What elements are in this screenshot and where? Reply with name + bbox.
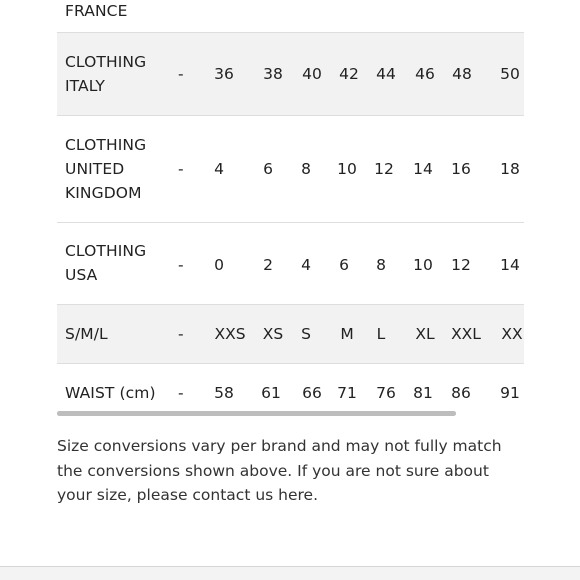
table-cell: 6 [339, 256, 349, 274]
table-cell: 66 [302, 384, 322, 402]
table-cell: 44 [376, 65, 396, 83]
table-cell: 14 [500, 256, 520, 274]
table-cell: 91 [500, 384, 520, 402]
table-row-united-kingdom [57, 116, 524, 223]
row-dash: - [178, 160, 184, 178]
table-cell: 71 [337, 384, 357, 402]
bottom-divider [0, 566, 580, 580]
table-cell: 12 [451, 256, 471, 274]
table-cell: 76 [376, 384, 396, 402]
row-label-waist: WAIST (cm) [65, 384, 156, 402]
row-label-sml: S/M/L [65, 325, 108, 343]
table-cell: 81 [413, 384, 433, 402]
table-cell: 48 [452, 65, 472, 83]
row-label-usa: CLOTHING USA [65, 242, 147, 284]
table-cell: M [340, 325, 354, 343]
table-cell: 10 [337, 160, 357, 178]
row-dash: - [178, 384, 184, 402]
table-cell: S [301, 325, 311, 343]
table-cell: 12 [374, 160, 394, 178]
table-cell: 38 [263, 65, 283, 83]
size-conversion-table[interactable] [57, 0, 524, 421]
table-cell: 0 [214, 256, 224, 274]
table-cell: 4 [214, 160, 224, 178]
table-cell: 58 [214, 384, 234, 402]
table-cell: XX [501, 325, 523, 343]
table-cell: 8 [376, 256, 386, 274]
table-cell: 18 [500, 160, 520, 178]
table-row-france [57, 0, 524, 33]
table-cell: 40 [302, 65, 322, 83]
table-cell: 10 [413, 256, 433, 274]
table-cell: L [376, 325, 386, 343]
table-row-usa [57, 223, 524, 305]
table-cell: XL [415, 325, 435, 343]
row-label-france: FRANCE [65, 2, 128, 20]
row-label-italy: CLOTHING ITALY [65, 53, 147, 95]
table-cell: 86 [451, 384, 471, 402]
table-cell: 42 [339, 65, 359, 83]
row-dash: - [178, 325, 184, 343]
table-horizontal-scrollbar[interactable] [57, 411, 456, 416]
table-cell: 8 [301, 160, 311, 178]
row-dash: - [178, 256, 184, 274]
table-cell: XS [262, 325, 284, 343]
row-dash: - [178, 65, 184, 83]
table-cell: 61 [261, 384, 281, 402]
table-row-sml [57, 305, 524, 364]
table-row-italy [57, 33, 524, 116]
row-label-united-kingdom: CLOTHING UNITED KINGDOM [65, 136, 147, 202]
table-cell: XXS [214, 325, 246, 343]
table-cell: 4 [301, 256, 311, 274]
table-cell: 16 [451, 160, 471, 178]
table-cell: XXL [451, 325, 481, 343]
table-cell: 50 [500, 65, 520, 83]
size-conversion-note: Size conversions vary per brand and may not fully match the conversions shown above. If you are not sure about your size, please contact us here. [57, 437, 502, 504]
table-cell: 36 [214, 65, 234, 83]
table-cell: 6 [263, 160, 273, 178]
table-cell: 14 [413, 160, 433, 178]
table-cell: 46 [415, 65, 435, 83]
scrollbar-thumb[interactable] [57, 411, 456, 416]
table-cell: 2 [263, 256, 273, 274]
